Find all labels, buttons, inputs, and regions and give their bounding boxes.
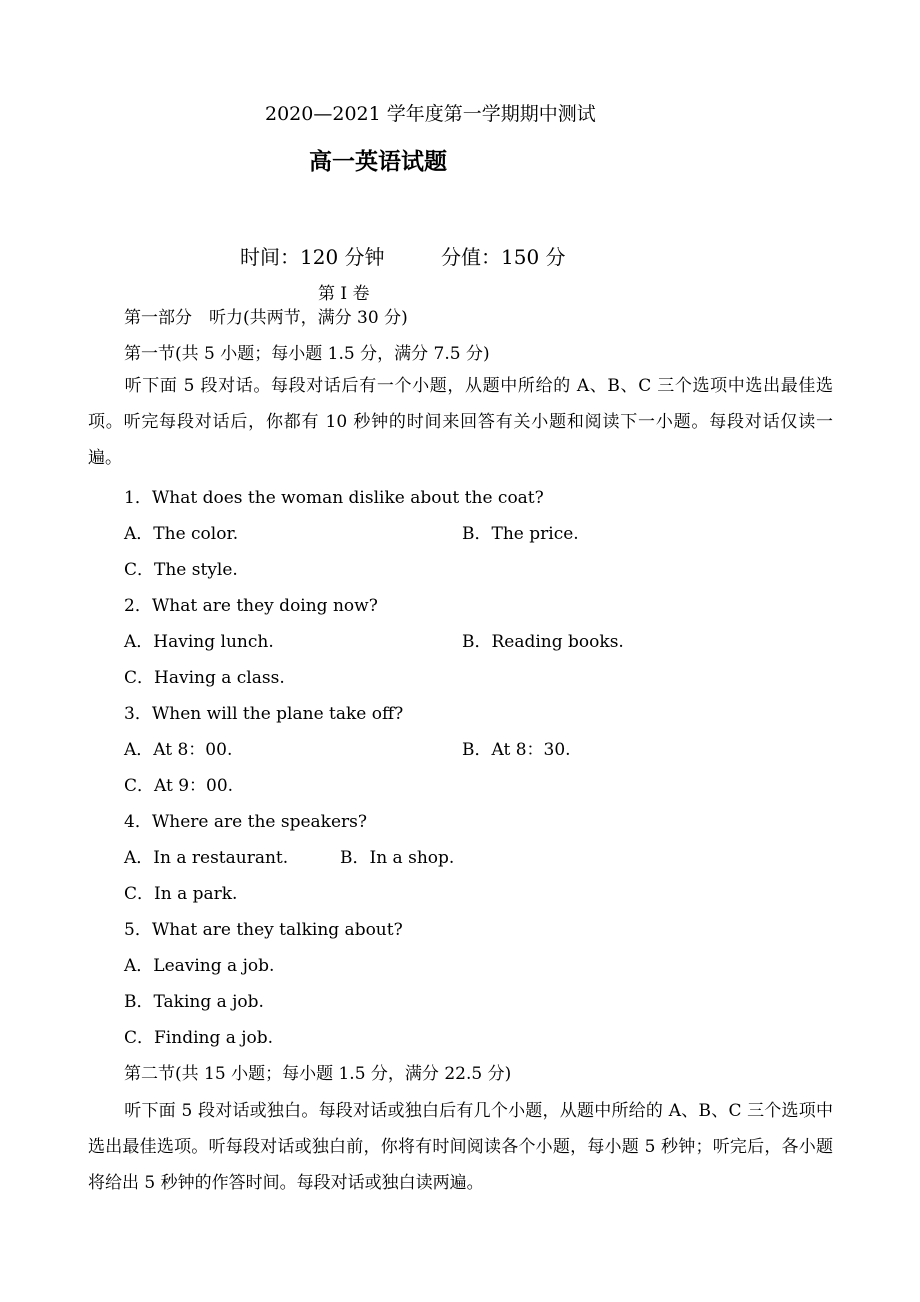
q1-option-c: C．The style.	[124, 560, 238, 580]
q5-option-b: B．Taking a job.	[124, 992, 264, 1012]
q1-option-b: B．The price.	[462, 524, 579, 544]
q2-option-a: A．Having lunch.	[124, 632, 274, 652]
q1-option-a: A．The color.	[124, 524, 239, 544]
q2-option-c: C．Having a class.	[124, 668, 285, 688]
section1-heading: 第一节(共 5 小题；每小题 1.5 分，满分 7.5 分)	[124, 344, 490, 364]
q3-option-c: C．At 9：00.	[124, 776, 234, 796]
part1-heading: 第一部分 听力(共两节，满分 30 分)	[124, 308, 408, 328]
q4-option-b: B．In a shop.	[340, 848, 455, 868]
question-5: 5．What are they talking about?	[124, 920, 403, 940]
q2-option-b: B．Reading books.	[462, 632, 624, 652]
q3-option-a: A．At 8：00.	[124, 740, 233, 760]
section2-heading: 第二节(共 15 小题；每小题 1.5 分，满分 22.5 分)	[124, 1064, 512, 1084]
q4-option-a: A．In a restaurant.	[124, 848, 289, 868]
section2-instructions: 听下面 5 段对话或独白。每段对话或独白后有几个小题，从题中所给的 A、B、C 三个选项中选出最佳选项。听每段对话或独白前，你将有时间阅读各个小题，每小题 5 秒钟；听完后，各小题将给出 5 秒钟的作答时间。每段对话或独白读两遍。	[88, 1101, 833, 1193]
question-2: 2．What are they doing now?	[124, 596, 378, 616]
score-label: 分值：150 分	[441, 245, 566, 269]
question-3: 3．When will the plane take off?	[124, 704, 404, 724]
volume-label: 第 I 卷	[318, 284, 370, 304]
q4-option-c: C．In a park.	[124, 884, 238, 904]
time-label: 时间：120 分钟	[240, 245, 385, 269]
q5-option-a: A．Leaving a job.	[124, 956, 275, 976]
question-1: 1．What does the woman dislike about the coat?	[124, 488, 544, 508]
section1-instructions: 听下面 5 段对话。每段对话后有一个小题，从题中所给的 A、B、C 三个选项中选出最佳选项。听完每段对话后，你都有 10 秒钟的时间来回答有关小题和阅读下一小题。每段对话仅读一遍。	[88, 376, 833, 468]
subject-title: 高一英语试题	[309, 148, 447, 175]
q5-option-c: C．Finding a job.	[124, 1028, 274, 1048]
question-4: 4．Where are the speakers?	[124, 812, 367, 832]
q3-option-b: B．At 8：30.	[462, 740, 571, 760]
